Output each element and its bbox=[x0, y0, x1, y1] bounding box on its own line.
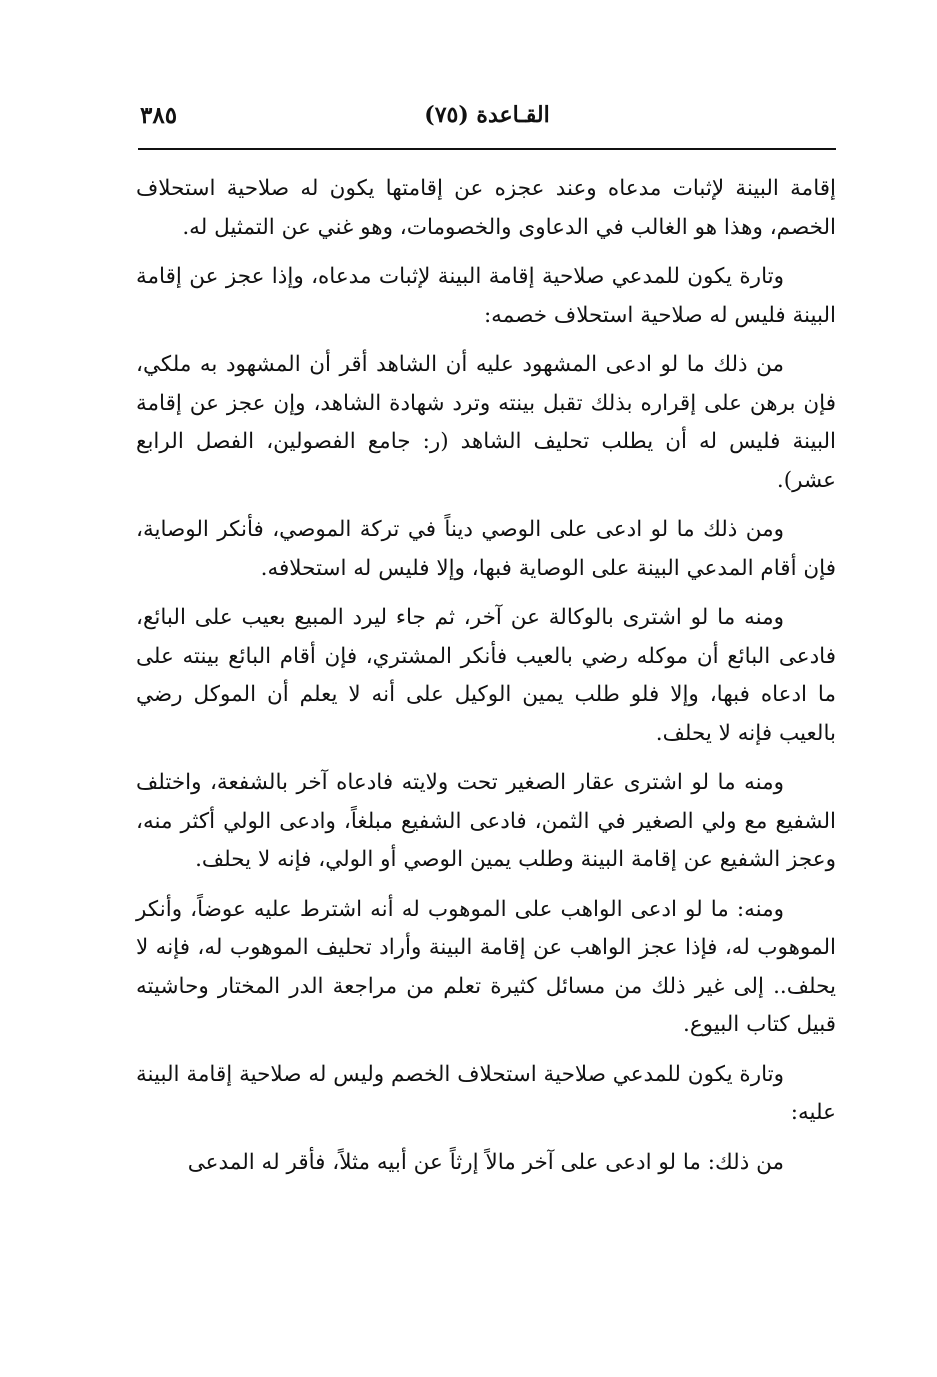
body-text bbox=[136, 170, 836, 1193]
page-header bbox=[140, 96, 834, 140]
paragraph: من ذلك: ما لو ادعى على آخر مالاً إرثاً عن أبيه مثلاً، فأقر له المدعى bbox=[187, 1149, 784, 1175]
running-title: القـاعدة (٧٥) bbox=[424, 102, 550, 128]
paragraph-continuation: إقامة البينة لإثبات مدعاه وعند عجزه عن إقامتها يكون له صلاحية استحلاف الخصم، وهذا هو الغالب في الدعاوى والخصومات، وهو غني عن التمثيل له. bbox=[136, 176, 836, 240]
paragraph: ومنه: ما لو ادعى الواهب على الموهوب له أنه اشترط عليه عوضاً، وأنكر الموهوب له، فإذا عجز الواهب عن إقامة البينة وأراد تحليف الموهوب له، فإنه لا يحلف.. إلى غير ذلك من مسائل كثيرة تعلم من مراجعة الدر المختار وحاشيته قبيل كتاب البيوع. bbox=[136, 896, 836, 1037]
paragraph: وتارة يكون للمدعي صلاحية إقامة البينة لإثبات مدعاه، وإذا عجز عن إقامة البينة فليس له صلاحية استحلاف خصمه: bbox=[136, 264, 836, 328]
header-divider bbox=[138, 148, 836, 150]
paragraph: ومنه ما لو اشترى عقار الصغير تحت ولايته فادعاه آخر بالشفعة، واختلف الشفيع مع ولي الصغير في الثمن، فادعى الشفيع مبلغاً، وادعى الولي أكثر منه، وعجز الشفيع عن إقامة البينة وطلب يمين الوصي أو الولي، فإنه لا يحلف. bbox=[136, 770, 836, 872]
paragraph: ومنه ما لو اشترى بالوكالة عن آخر، ثم جاء ليرد المبيع بعيب على البائع، فادعى البائع أن موكله رضي بالعيب فأنكر المشتري، فإن أقام البائع بينته على ما ادعاه فبها، وإلا فلو طلب يمين الوكيل على أنه لا يعلم أن الموكل رضي بالعيب فإنه لا يحلف. bbox=[136, 605, 836, 746]
paragraph: من ذلك ما لو ادعى المشهود عليه أن الشاهد أقر أن المشهود به ملكي، فإن برهن على إقراره بذلك تقبل بينته وترد شهادة الشاهد، وإن عجز عن إقامة البينة فليس له أن يطلب تحليف الشاهد (ر: جامع الفصولين، الفصل الرابع عشر). bbox=[136, 352, 836, 493]
paragraph: ومن ذلك ما لو ادعى على الوصي ديناً في تركة الموصي، فأنكر الوصاية، فإن أقام المدعي البينة على الوصاية فبها، وإلا فليس له استحلافه. bbox=[136, 517, 836, 581]
page-number: ٣٨٥ bbox=[140, 102, 178, 129]
paragraph: وتارة يكون للمدعي صلاحية استحلاف الخصم وليس له صلاحية إقامة البينة عليه: bbox=[136, 1061, 836, 1125]
